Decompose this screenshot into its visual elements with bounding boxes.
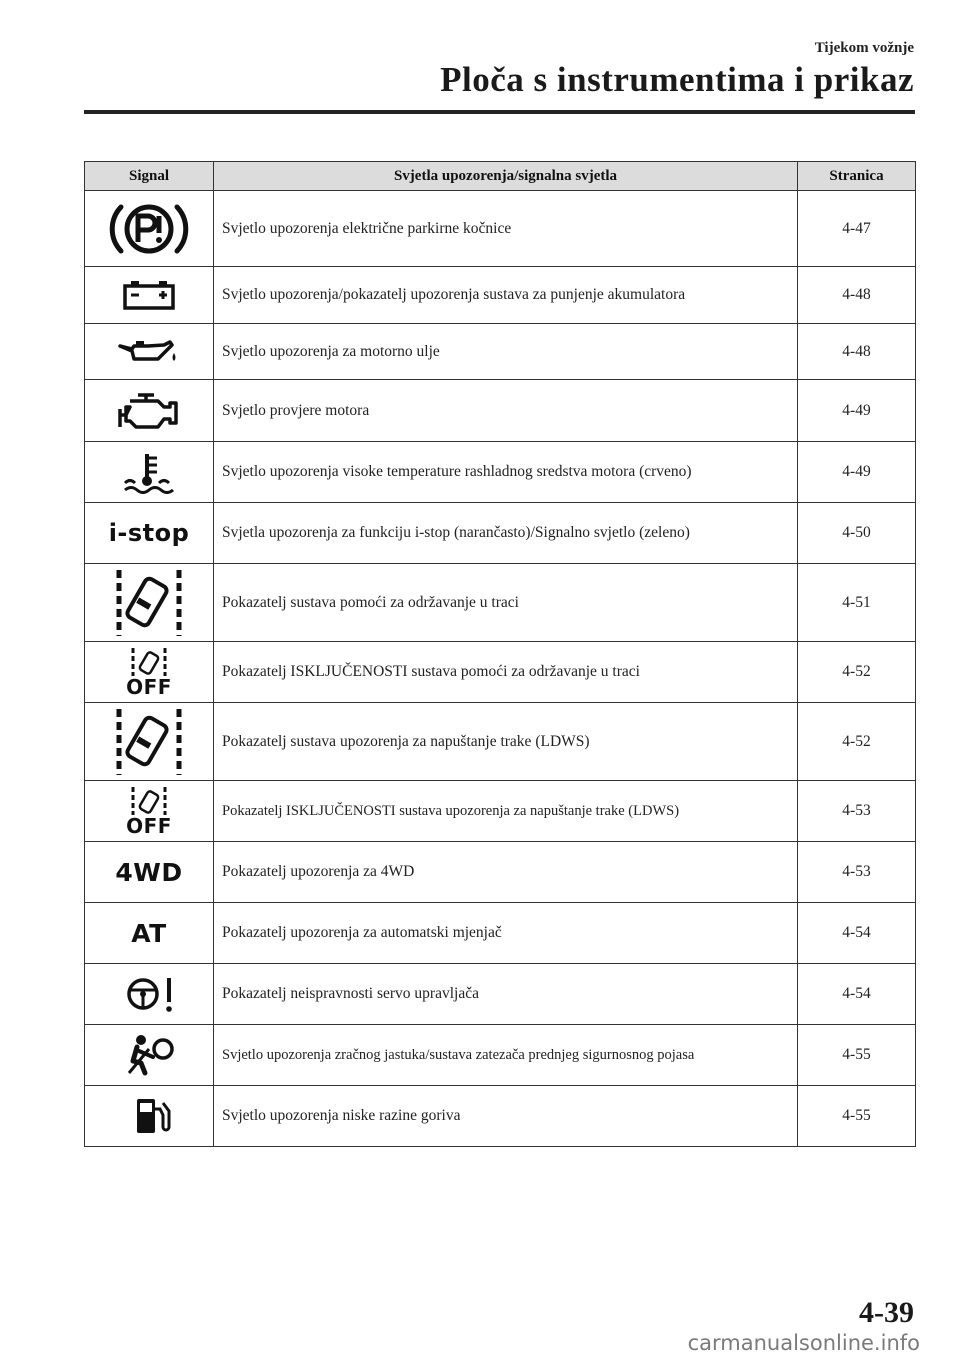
oil-can-icon — [116, 337, 182, 367]
light-description: Pokazatelj upozorenja za 4WD — [214, 842, 798, 903]
lane-keep-assist-off-icon: OFF — [126, 675, 172, 699]
page-reference: 4-47 — [798, 191, 916, 267]
table-row — [85, 703, 916, 781]
signal-cell — [85, 503, 214, 564]
table-row — [85, 1025, 916, 1086]
column-header-page: Stranica — [798, 162, 916, 191]
light-description: Svjetlo upozorenja visoke temperature rashladnog sredstva motora (crveno) — [214, 442, 798, 503]
signal-cell — [85, 1086, 214, 1147]
section-label: Tijekom vožnje — [814, 40, 914, 56]
title-rule — [84, 110, 915, 114]
table-row — [85, 503, 916, 564]
signal-cell — [85, 903, 214, 964]
table-row — [85, 1086, 916, 1147]
table-row — [85, 964, 916, 1025]
page-reference: 4-55 — [798, 1086, 916, 1147]
page-reference: 4-50 — [798, 503, 916, 564]
check-engine-icon — [116, 389, 182, 433]
warning-lights-table — [84, 161, 916, 1147]
lane-keep-assist-icon — [111, 568, 187, 638]
signal-cell — [85, 781, 214, 842]
lane-departure-warning-small-icon — [127, 786, 171, 816]
page-reference: 4-49 — [798, 442, 916, 503]
signal-cell — [85, 191, 214, 267]
light-description: Pokazatelj sustava upozorenja za napuštanje trake (LDWS) — [214, 703, 798, 781]
power-steering-warning-icon — [119, 974, 179, 1014]
signal-cell — [85, 703, 214, 781]
light-description: Svjetlo upozorenja/pokazatelj upozorenja sustava za punjenje akumulatora — [214, 267, 798, 324]
table-row — [85, 324, 916, 380]
signal-cell — [85, 842, 214, 903]
table-row — [85, 380, 916, 442]
table-row — [85, 564, 916, 642]
signal-cell — [85, 642, 214, 703]
table-row — [85, 191, 916, 267]
table-header-row — [85, 162, 916, 191]
table-row — [85, 781, 916, 842]
lane-departure-warning-icon — [111, 707, 187, 777]
table-row — [85, 842, 916, 903]
page-reference: 4-55 — [798, 1025, 916, 1086]
battery-charging-icon — [119, 278, 179, 312]
airbag-seatbelt-icon — [121, 1033, 177, 1077]
signal-cell — [85, 564, 214, 642]
page-reference: 4-53 — [798, 842, 916, 903]
light-description: Svjetlo upozorenja zračnog jastuka/sustava zatezača prednjeg sigurnosnog pojasa — [214, 1025, 798, 1086]
light-description: Svjetlo provjere motora — [214, 380, 798, 442]
light-description: Pokazatelj ISKLJUČENOSTI sustava upozorenja za napuštanje trake (LDWS) — [214, 781, 798, 842]
signal-cell — [85, 267, 214, 324]
page-title: Ploča s instrumentima i prikaz — [440, 60, 914, 99]
table-row — [85, 903, 916, 964]
page-reference: 4-49 — [798, 380, 916, 442]
light-description: Svjetlo upozorenja niske razine goriva — [214, 1086, 798, 1147]
light-description: Pokazatelj neispravnosti servo upravljača — [214, 964, 798, 1025]
page-reference: 4-53 — [798, 781, 916, 842]
page-reference: 4-51 — [798, 564, 916, 642]
page-reference: 4-54 — [798, 903, 916, 964]
signal-cell — [85, 324, 214, 380]
column-header-lights: Svjetla upozorenja/signalna svjetla — [214, 162, 798, 191]
signal-cell — [85, 964, 214, 1025]
signal-cell — [85, 442, 214, 503]
light-description: Svjetlo upozorenja za motorno ulje — [214, 324, 798, 380]
lane-keep-assist-small-icon — [127, 647, 171, 677]
page-reference: 4-48 — [798, 267, 916, 324]
page-reference: 4-48 — [798, 324, 916, 380]
light-description: Pokazatelj ISKLJUČENOSTI sustava pomoći za održavanje u traci — [214, 642, 798, 703]
watermark: carmanualsonline.info — [687, 1331, 920, 1355]
i-stop-icon: i-stop — [108, 519, 190, 547]
lane-departure-warning-off-icon: OFF — [126, 814, 172, 838]
light-description: Pokazatelj sustava pomoći za održavanje u traci — [214, 564, 798, 642]
page-reference: 4-52 — [798, 703, 916, 781]
page-number: 4-39 — [859, 1296, 914, 1329]
light-description: Svjetlo upozorenja električne parkirne kočnice — [214, 191, 798, 267]
page-reference: 4-54 — [798, 964, 916, 1025]
4wd-icon: 4WD — [115, 857, 183, 887]
table-row — [85, 642, 916, 703]
automatic-transmission-icon: AT — [131, 918, 167, 948]
page-reference: 4-52 — [798, 642, 916, 703]
light-description: Pokazatelj upozorenja za automatski mjenjač — [214, 903, 798, 964]
table-row — [85, 442, 916, 503]
table-row — [85, 267, 916, 324]
coolant-temperature-icon — [119, 450, 179, 494]
parking-brake-warning-icon — [107, 199, 191, 259]
signal-cell — [85, 380, 214, 442]
fuel-pump-icon — [127, 1095, 171, 1137]
column-header-signal: Signal — [85, 162, 214, 191]
signal-cell — [85, 1025, 214, 1086]
light-description: Svjetla upozorenja za funkciju i-stop (narančasto)/Signalno svjetlo (zeleno) — [214, 503, 798, 564]
